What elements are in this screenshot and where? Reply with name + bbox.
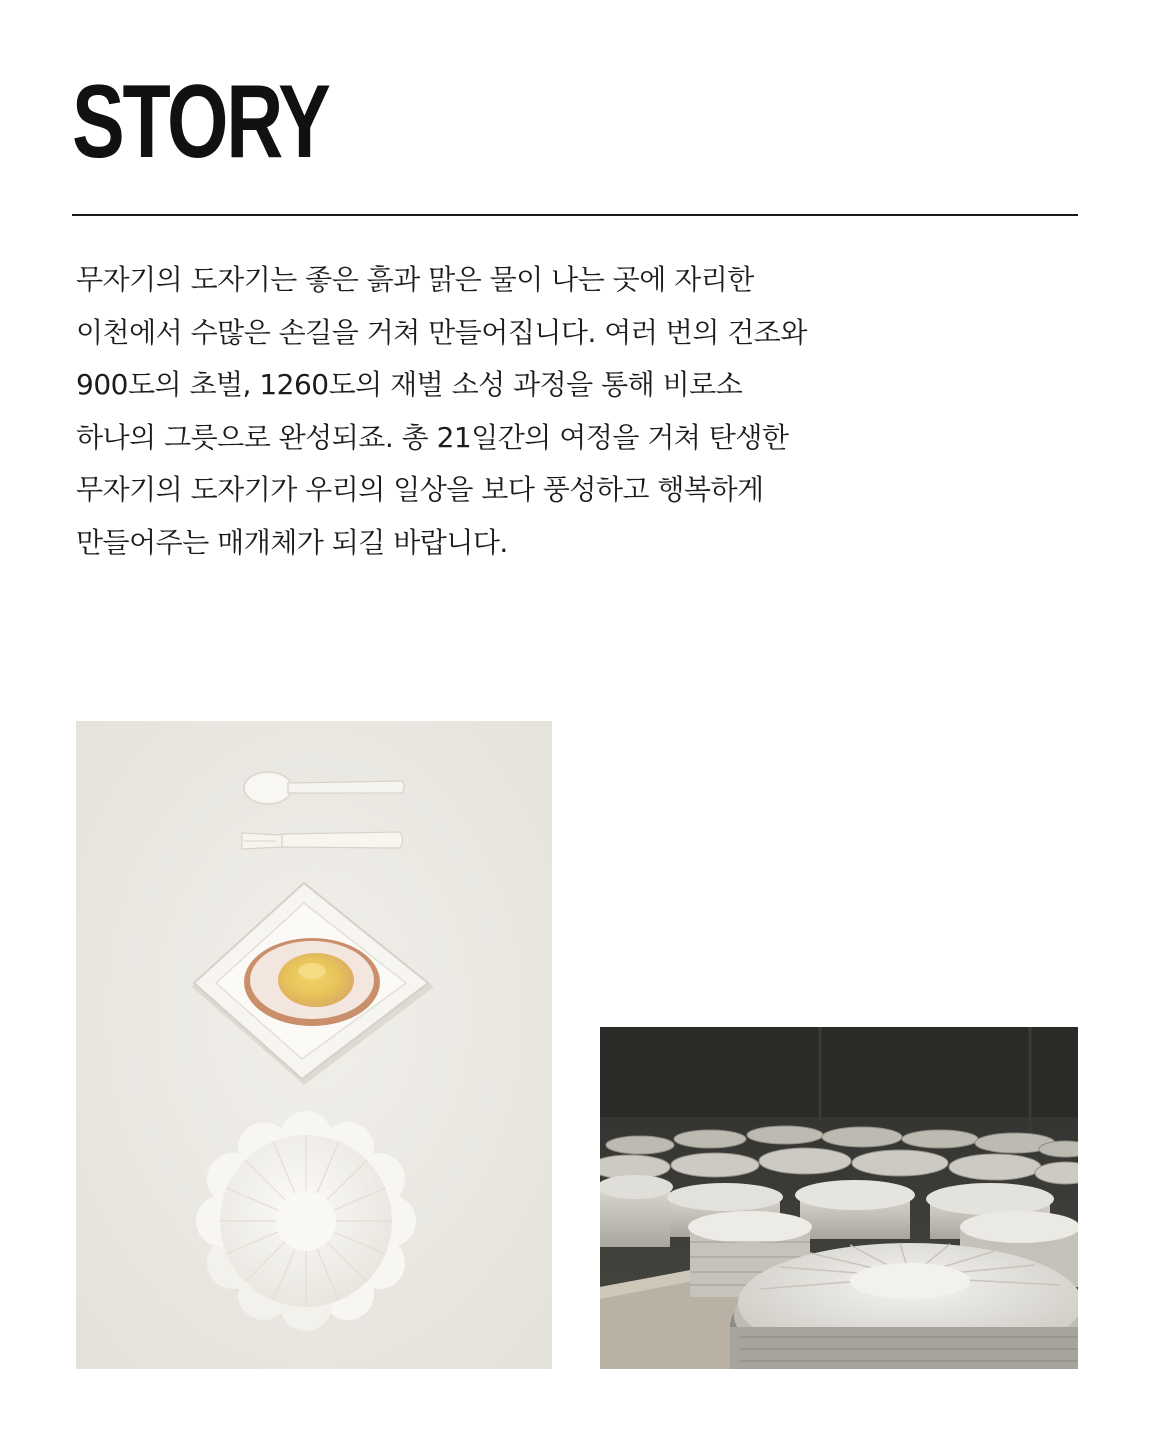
ceramics-workshop-photo: [600, 1027, 1078, 1369]
tableware-flatlay-photo: [76, 721, 552, 1369]
story-line: 만들어주는 매개체가 되길 바랍니다.: [76, 525, 508, 559]
story-line: 900도의 초벌, 1260도의 재벌 소성 과정을 통해 비로소: [76, 368, 743, 401]
story-line: 무자기의 도자기는 좋은 흙과 맑은 물이 나는 곳에 자리한: [76, 263, 754, 296]
story-line: 무자기의 도자기가 우리의 일상을 보다 풍성하고 행복하게: [76, 473, 764, 506]
story-line: 하나의 그릇으로 완성되죠. 총 21일간의 여정을 거쳐 탄생한: [76, 420, 789, 454]
title-divider: [72, 214, 1078, 216]
madeleine-cake: [244, 938, 380, 1026]
tableware-flatlay-illustration: [76, 721, 552, 1369]
page-title: STORY: [72, 64, 329, 180]
story-line: 이천에서 수많은 손길을 거쳐 만들어집니다. 여러 번의 건조와: [76, 315, 807, 349]
stacked-ceramics-illustration: [600, 1027, 1078, 1369]
story-paragraph: [76, 254, 956, 569]
dessert-fork: [242, 832, 403, 849]
